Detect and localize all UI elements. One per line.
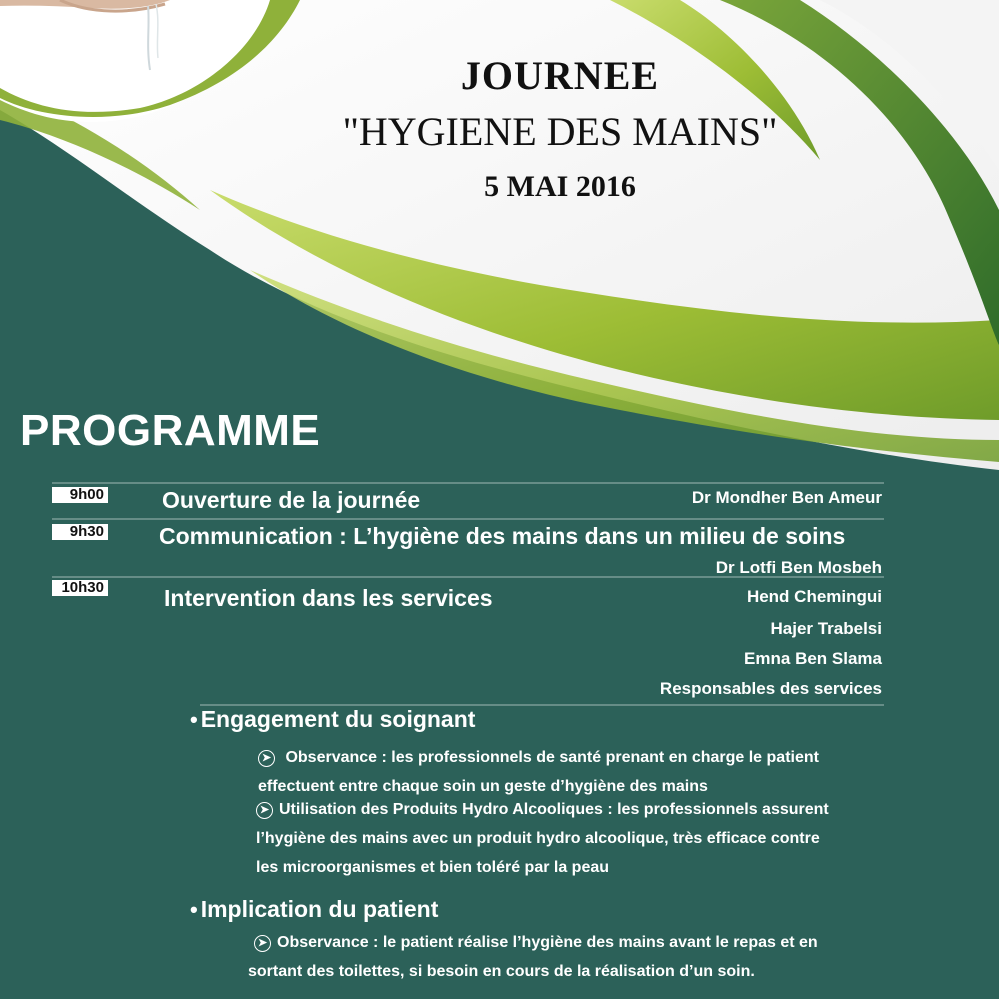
time-badge: 9h00 [52, 487, 108, 503]
point-text: sortant des toilettes, si besoin en cours de la réalisation d’un soin. [248, 963, 755, 980]
bullet-point [256, 795, 829, 882]
divider [52, 518, 884, 520]
point-text: effectuent entre chaque soin un geste d’hygiène des mains [258, 778, 708, 795]
point-text: Observance : le patient réalise l’hygiène des mains avant le repas et en [277, 934, 818, 951]
section-title: Engagement du soignant [200, 706, 476, 732]
point-text: les microorganismes et bien toléré par la peau [256, 859, 610, 876]
bullet-marker: • [190, 897, 198, 922]
header-title-theme: "HYGIENE DES MAINS" [342, 109, 778, 154]
speaker-name: Hajer Trabelsi [770, 619, 882, 638]
section-heading [190, 706, 475, 733]
section-title: Implication du patient [200, 896, 439, 922]
header-date: 5 MAI 2016 [484, 170, 636, 203]
point-text: Observance : les professionnels de santé prenant en charge le patient [285, 749, 819, 766]
speaker-name: Responsables des services [659, 679, 882, 698]
circled-arrow-icon: ➤ [254, 935, 271, 952]
session-title: Ouverture de la journée [162, 487, 421, 513]
bullet-point [258, 743, 819, 801]
header-title-journee: JOURNEE [460, 53, 660, 98]
session-title: Intervention dans les services [164, 585, 493, 611]
point-text: Utilisation des Produits Hydro Alcooliques : les professionnels assurent [279, 801, 829, 818]
bullet-marker: • [190, 707, 198, 732]
speaker-name: Dr Lotfi Ben Mosbeh [715, 558, 882, 577]
programme-heading: PROGRAMME [20, 406, 321, 455]
speaker-name: Emna Ben Slama [744, 649, 882, 668]
circled-arrow-icon: ➤ [256, 802, 273, 819]
time-badge: 9h30 [52, 524, 108, 540]
bullet-point [248, 928, 818, 986]
circled-arrow-icon: ➤ [258, 750, 275, 767]
divider [52, 576, 884, 578]
point-text: l’hygiène des mains avec un produit hydro alcoolique, très efficace contre [256, 830, 820, 847]
section-heading [190, 896, 438, 923]
speaker-name: Hend Chemingui [746, 587, 882, 606]
divider [52, 482, 884, 484]
speaker-name: Dr Mondher Ben Ameur [691, 488, 882, 507]
session-title: Communication : L’hygiène des mains dans un milieu de soins [159, 523, 846, 549]
time-badge: 10h30 [52, 580, 108, 596]
